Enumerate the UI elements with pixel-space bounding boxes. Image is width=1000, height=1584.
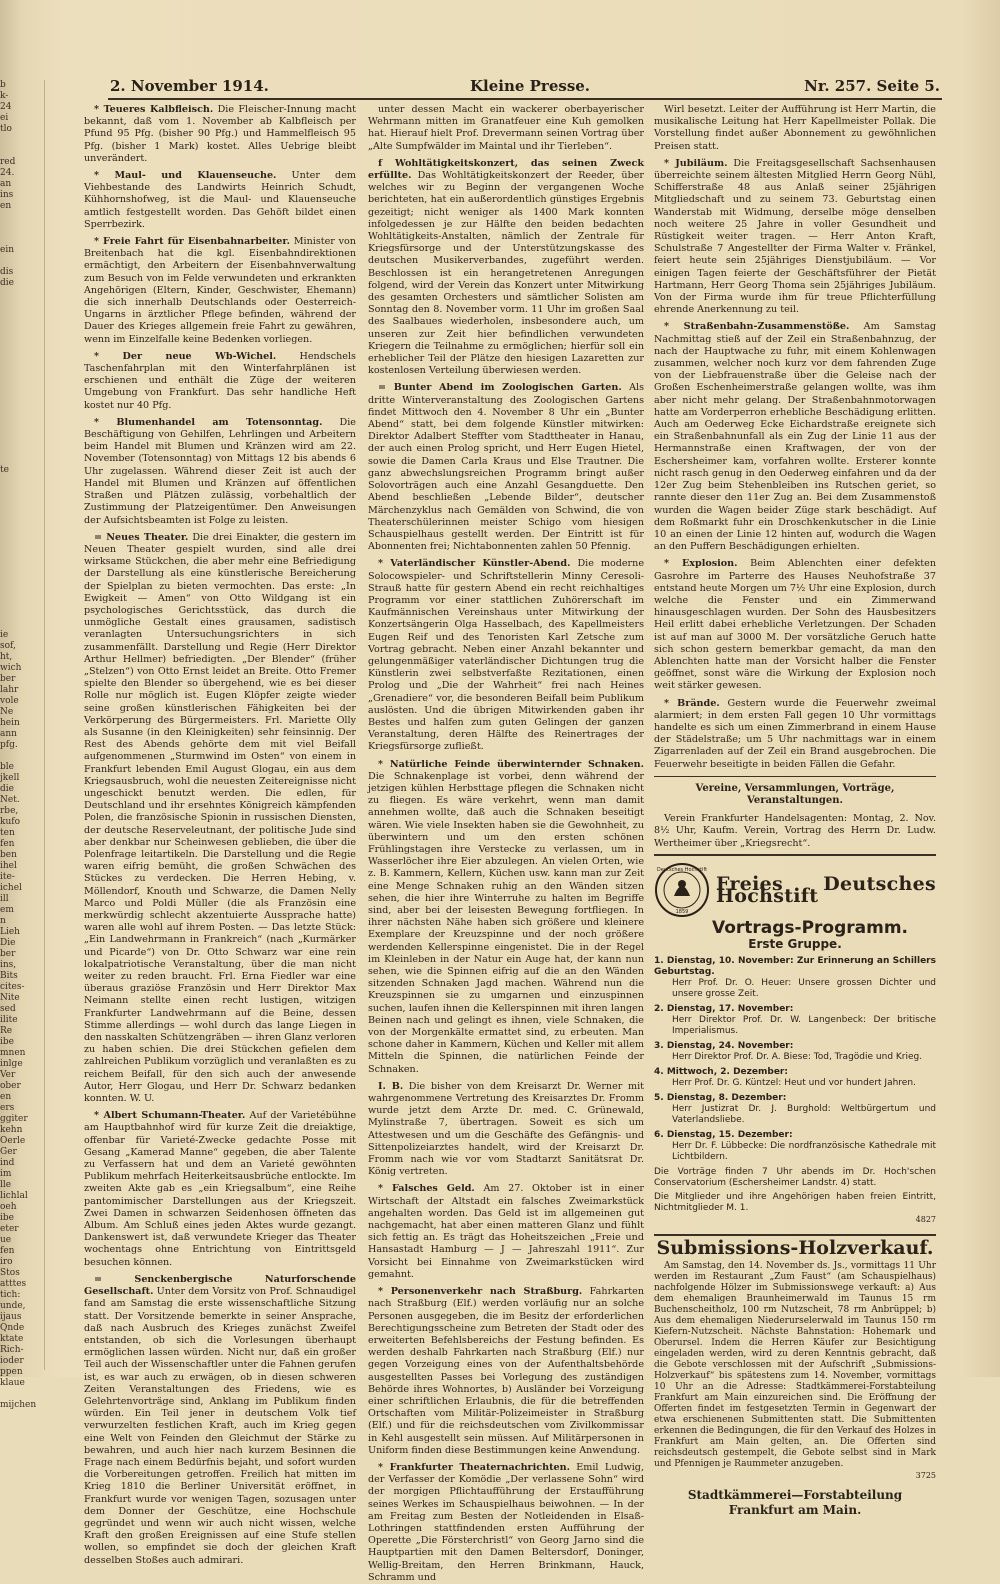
gutter-fragment bbox=[0, 333, 44, 344]
program-item-date-line bbox=[654, 1004, 936, 1015]
article-heading: * Personenverkehr nach Straßburg. bbox=[378, 1286, 583, 1298]
gutter-fragment bbox=[0, 509, 44, 520]
gutter-fragment: ioder bbox=[0, 1356, 24, 1366]
gutter-fragment bbox=[0, 135, 44, 146]
program-item-number: 4. bbox=[654, 1067, 664, 1078]
article-heading: = Bunter Abend im Zoologischen Garten. bbox=[378, 382, 622, 394]
article-heading: * Blumenhandel am Totensonntag. bbox=[94, 416, 323, 428]
program-footer-admission: Die Mitglieder und ihre Angehörigen haben freien Eintritt, Nichtmitglieder M. 1. bbox=[654, 1192, 936, 1214]
gutter-fragment bbox=[0, 355, 44, 366]
article-heading: I. B. bbox=[378, 1080, 404, 1092]
article-heading: * Jubiläum. bbox=[664, 157, 728, 169]
article-body: Die bisher von dem Kreisarzt Dr. Werner mit wahrgenommene Vertretung des Kreisarztes Dr. Fromm wurde jetzt dem Arzte Dr. med. C. Grünewald, Mylinstraße 7, übertragen. Soweit es sich um Attestwesen und um die Geschäfte des Gefängnis- und Sittenpolizeiarztes handelt, wird der Kreisarzt Dr. Fromm nach wie vor vom Stadtarzt Sanitätsrat Dr. König vertreten. bbox=[368, 1080, 644, 1178]
article-body: Am 27. Oktober ist in einer Wirtschaft der Altstadt ein falsches Zweimarkstück angehalten worden. Das Geld ist im allgemeinen gut nachgemacht, hat aber einen matteren Glanz und fühlt sich fettig an. Es trägt das Hoheitszeichen „Freie und Hansastadt Hamburg — J — Jahreszahl 1911“. Zur Vorsicht bei Einnahme von Zweimarkstücken wird gemahnt. bbox=[368, 1183, 644, 1280]
gutter-fragment: Lieh bbox=[0, 927, 20, 937]
section-notice: Verein Frankfurter Handelsagenten: Montag, 2. Nov. 8½ Uhr, Kaufm. Verein, Vortrag des Herrn Dr. Ludw. Wertheimer über „Kriegsrecht“. bbox=[654, 813, 936, 849]
header-page-number: Nr. 257. Seite 5. bbox=[804, 77, 940, 95]
gutter-fragment: b bbox=[0, 80, 6, 90]
gutter-fragment bbox=[0, 212, 44, 223]
program-item-date-line bbox=[654, 1041, 936, 1052]
gutter-fragment bbox=[0, 410, 44, 421]
gutter-fragment: die bbox=[0, 278, 14, 288]
holzverkauf-code: 3725 bbox=[915, 1470, 936, 1480]
signature-line-1: Stadtkämmerei—Forstabteilung bbox=[687, 1487, 903, 1502]
article bbox=[368, 382, 644, 553]
gutter-fragment bbox=[0, 454, 44, 465]
gutter-fragment: die bbox=[0, 784, 14, 794]
article bbox=[368, 1183, 644, 1281]
gutter-fragment: ble bbox=[0, 762, 14, 772]
gutter-fragment bbox=[0, 531, 44, 542]
gutter-fragment: Net. bbox=[0, 795, 20, 805]
program-footer-venue: Die Vorträge finden 7 Uhr abends im Dr. Hoch'schen Conservatorium (Eschersheimer Landstr. 4) statt. bbox=[654, 1167, 936, 1189]
program-item bbox=[654, 1130, 936, 1163]
program-item-date: Dienstag, 17. November: bbox=[666, 1004, 794, 1015]
program-item-date: Dienstag, 15. Dezember: bbox=[666, 1130, 793, 1141]
program-item-date: Mittwoch, 2. Dezember: bbox=[666, 1067, 788, 1078]
gutter-fragment: Ver bbox=[0, 1070, 16, 1080]
left-page-gutter bbox=[0, 80, 45, 1410]
article-heading: = Neues Theater. bbox=[94, 531, 189, 543]
gutter-fragment: Rich- bbox=[0, 1345, 24, 1355]
article bbox=[368, 1081, 644, 1179]
article bbox=[654, 104, 936, 153]
gutter-fragment bbox=[0, 377, 44, 388]
gutter-fragment bbox=[0, 619, 44, 630]
gutter-fragment: Re bbox=[0, 1026, 13, 1036]
article bbox=[368, 1462, 644, 1584]
article-heading: * Der neue Wb-Wichel. bbox=[94, 350, 277, 362]
hochstift-banner bbox=[654, 862, 936, 918]
program-item-date: Dienstag, 10. November: bbox=[666, 956, 794, 967]
gutter-fragment: ie bbox=[0, 630, 9, 640]
gutter-fragment bbox=[0, 399, 44, 410]
gutter-fragment: oeh bbox=[0, 1202, 17, 1212]
article-heading: * Maul- und Klauenseuche. bbox=[94, 170, 277, 182]
page-header bbox=[110, 77, 940, 99]
gutter-fragment bbox=[0, 1389, 44, 1400]
gutter-fragment bbox=[0, 520, 44, 531]
gutter-fragment bbox=[0, 234, 44, 245]
article bbox=[84, 170, 356, 231]
section-heading: Vereine, Versammlungen, Vorträge, Veranstaltungen. bbox=[695, 782, 895, 806]
article bbox=[654, 698, 936, 771]
article-body: Die Fleischer-Innung macht bekannt, daß vom 1. November ab Kalbfleisch per Pfund 95 Pfg. (bisher 90 Pfg.) und Hammelfleisch 95 Pfg. (bisher 1 Mark) kostet. Alles Uebrige bleibt unverändert. bbox=[84, 104, 356, 164]
gutter-fragment: atttes bbox=[0, 1279, 27, 1289]
gutter-fragment: ill bbox=[0, 894, 9, 904]
gutter-fragment bbox=[0, 575, 44, 586]
program-item-speaker: Herr Dr. F. Lübbecke: Die nordfranzösische Kathedrale mit Lichtbildern. bbox=[672, 1141, 936, 1163]
article-body: Die Beschäftigung von Gehilfen, Lehrlingen und Arbeitern beim Handel mit Blumen und Kränzen wird am 22. November (Totensonntag) von Mittags 12 bis abends 6 Uhr zugelassen. Während dieser Zeit ist auch der Handel mit Blumen und Kränzen auf öffentlichen Straßen und Plätzen zulässig, vorbehaltlich der Zustimmung der Platzeigentümer. Den Anweisungen der Aufsichtsbeamten ist Folge zu leisten. bbox=[84, 416, 356, 526]
gutter-fragment: ers bbox=[0, 1103, 15, 1113]
program-item-speaker: Herr Direktor Prof. Dr. A. Biese: Tod, Tragödie und Krieg. bbox=[672, 1052, 923, 1063]
header-rule bbox=[108, 98, 942, 100]
gutter-fragment bbox=[0, 344, 44, 355]
gutter-fragment bbox=[0, 256, 44, 267]
gutter-fragment: Die bbox=[0, 938, 16, 948]
program-item-speaker: Herr Prof. Dr. G. Küntzel: Heut und vor hundert Jahren. bbox=[672, 1078, 916, 1089]
column-3-articles bbox=[654, 104, 936, 771]
gutter-fragment: kufo bbox=[0, 817, 20, 827]
article bbox=[368, 558, 644, 753]
gutter-fragment: im bbox=[0, 1169, 12, 1179]
article bbox=[654, 558, 936, 692]
hochstift-seal-icon bbox=[654, 862, 710, 918]
gutter-fragment: en bbox=[0, 201, 12, 211]
gutter-fragment: red bbox=[0, 157, 16, 167]
article-body: Als dritte Winterveranstaltung des Zoologischen Gartens findet Mittwoch den 4. November 8 Uhr ein „Bunter Abend“ statt, bei dem folgende Künstler mitwirken: Direktor Adalbert Steffter vom Stadttheater in Hanau, der auch einen Prolog spricht, und Herr Eugen Hietel, sowie die Damen Carla Kraus und Else Trautner. Die ganz abwechslungsreichen Programm bringt außer Solovorträgen auch eine Anzahl Gesangduette. Den Abend beschließen „Lebende Bilder“, deutscher Märchenzyklus nach Gemälden von Schwind, die von Theaterschülerinnen meister Schigo vom hiesigen Schauspielhaus gestellt werden. Der Eintritt ist für Abonnenten frei; Nichtabonnenten zahlen 50 Pfennig. bbox=[368, 382, 644, 553]
gutter-fragment: ber bbox=[0, 674, 16, 684]
header-paper-title: Kleine Presse. bbox=[470, 77, 591, 95]
gutter-fragment: dis bbox=[0, 267, 14, 277]
gutter-fragment: te bbox=[0, 465, 9, 475]
gutter-fragment: klaue bbox=[0, 1378, 25, 1388]
gutter-fragment: ggiter bbox=[0, 1114, 28, 1124]
gutter-fragment: Nite bbox=[0, 993, 20, 1003]
article-body: Auf der Varietébühne am Hauptbahnhof wird für kurze Zeit die dreiaktige, offenbar für Varieté-Zwecke gedachte Posse mit Gesang „Kamerad Manne“ gegeben, die aber Talente zu Verfassern hat und dem an Varieté gewöhnten Publikum mehrfach Heiterkeitsausbrüche entlockte. Im zweiten Akte gab es „ein Kriegsalbum“, eine Reihe pantomimischer Darstellungen aus der Kriegszeit. Zwei Damen in schwarzen Seidenhosen öffneten das Album. Am Schluß eines jeden Aktes wurde gezangt. Dankenswert ist, daß verwundete Krieger das Theater wochentags ohne Entrichtung von Eintrittsgeld besuchen können. bbox=[84, 1110, 356, 1268]
gutter-fragment: tich: bbox=[0, 1290, 21, 1300]
program-item-date-line bbox=[654, 956, 936, 978]
gutter-fragment: inlge bbox=[0, 1059, 23, 1069]
program-item bbox=[654, 956, 936, 1000]
gutter-fragment: ibe bbox=[0, 1213, 14, 1223]
gutter-fragment bbox=[0, 322, 44, 333]
gutter-fragment bbox=[0, 289, 44, 300]
gutter-fragment bbox=[0, 223, 44, 234]
gutter-fragment: fen bbox=[0, 839, 15, 849]
hochstift-advertisement bbox=[654, 854, 936, 1227]
gutter-fragment: ihel bbox=[0, 861, 17, 871]
column-1 bbox=[84, 104, 356, 1566]
gutter-fragment bbox=[0, 586, 44, 597]
article-heading: = Senckenbergische Naturforschende Gesellschaft. bbox=[84, 1273, 356, 1298]
gutter-fragment: Stos bbox=[0, 1268, 20, 1278]
article-body: Die Freitagsgesellschaft Sachsenhausen überreichte seinem ältesten Mitglied Herrn Georg Nühl, Schifferstraße 48 aus Anlaß seiner 25jährigen Mitgliedschaft und zu seinem 73. Geburtstag einen Wanderstab mit Widmung, derselbe möge denselben noch weitere 25 Jahre in voller Gesundheit und Rüstigkeit weiter tragen. — Herr Anton Kraft, Schulstraße 7 Angestellter der Firma Walter v. Fränkel, feiert heute sein 25jähriges Dienstjubiläum. — Vor einigen Tagen feierte der Geschäftsführer der Pietät Hartmann, Herr Georg Thoma sein 25jähriges Jubiläum. Von der Firma wurde ihm für treue Pflichterfüllung ehrende Anerkennung zu teil. bbox=[654, 157, 936, 316]
article-body: Wirl besetzt. Leiter der Aufführung ist Herr Martin, die musikalische Leitung hat Herr Kapellmeister Pollak. Die Vorstellung findet außer Abonnement zu gewöhnlichen Preisen statt. bbox=[654, 104, 936, 152]
gutter-fragment: hein bbox=[0, 718, 20, 728]
article-heading: * Falsches Geld. bbox=[378, 1183, 475, 1195]
program-item-number: 1. bbox=[654, 956, 664, 967]
gutter-fragment: lichlal bbox=[0, 1191, 28, 1201]
gutter-fragment bbox=[0, 608, 44, 619]
program-subtitle: Vortrags-Programm. bbox=[711, 917, 909, 938]
holzverkauf-title: Submissions-Holzverkauf. bbox=[654, 1234, 936, 1254]
gutter-fragment: ue bbox=[0, 1235, 12, 1245]
ad-code: 4827 bbox=[915, 1215, 936, 1225]
article-heading: * Straßenbahn-Zusammenstöße. bbox=[664, 321, 850, 333]
seal-text: Deutsches Hochstift bbox=[656, 866, 708, 873]
gutter-fragment: ins bbox=[0, 190, 14, 200]
gutter-fragment: k- bbox=[0, 91, 9, 101]
gutter-fragment: ind bbox=[0, 1158, 15, 1168]
article-body: Das Wohltätigkeitskonzert der Reeder, über welches wir zu Beginn der vergangenen Woche berichteten, hat ein außerordentlich günstiges Ergebnis gezeitigt; nicht weniger als 1400 Mark konnten infolgedessen je zur Hälfte den beiden bedachten Wohltätigkeits-Anstalten, nämlich der Zentrale für Kriegsfürsorge und der Unterstützungskasse des deutschen Musikerverbandes, zugeführt werden. Beschlossen ist ein herangetretenen Anregungen folgend, wird der Verein das Konzert unter Mitwirkung des gesamten Orchesters und sämtlicher Solisten am Sonntag den 8. November vorm. 11 Uhr im großen Saal des Saalbaues wiederholen, insbesondere auch, um unseren zur Zeit hier befindlichen verwundeten Kriegern die Teilnahme zu ermöglichen; hierfür soll ein erheblicher Teil der Plätze den hiesigen Lazaretten zur kostenlosen Verteilung überwiesen werden. bbox=[368, 170, 644, 377]
article-heading: * Albert Schumann-Theater. bbox=[94, 1110, 246, 1122]
gutter-fragment: Oerle bbox=[0, 1136, 26, 1146]
program-item-date-line bbox=[654, 1130, 936, 1141]
gutter-fragment bbox=[0, 498, 44, 509]
gutter-fragment bbox=[0, 146, 44, 157]
article-body: Beim Ablenchten einer defekten Gasrohre im Parterre des Hauses Neuhofstraße 37 entstand heute Morgen um 7½ Uhr eine Explosion, durch welche die Fenster und ein Zimmerwand hinausgeschlagen wurden. Der Sohn des Hausbesitzers Heil erlitt dabei erhebliche Verletzungen. Der Schaden ist auf man auf 3000 M. Der vorsätzliche Geruch hatte sich schon gestern bemerkbar gemacht, da man den Ablenchten hatte man der Vorsicht halber die Fenster geöffnet, sonst wäre die Wirkung der Explosion noch weit stärker gewesen. bbox=[654, 558, 936, 692]
article bbox=[654, 321, 936, 553]
article-body: Emil Ludwig, der Verfasser der Komödie „Der verlassene Sohn“ wird der morgigen Pflichtaufführung der Erstaufführung seines Werkes im Schauspielhaus beiwohnen. — In der am Freitag zum Besten der Notleidenden in Elsaß-Lothringen stattfindenden ersten Aufführung der Operette „Die Försterchristl“ von Georg Jarno sind die Hauptpartien mit den Damen Beltersdorf, Doninger, Wellig-Breitam, den Herren Brinkmann, Hauck, Schramm und bbox=[368, 1461, 644, 1583]
gutter-fragment bbox=[0, 311, 44, 322]
section-divider bbox=[654, 776, 936, 777]
article bbox=[84, 351, 356, 412]
article-heading: * Vaterländischer Künstler-Abend. bbox=[378, 558, 571, 570]
gutter-fragment bbox=[0, 487, 44, 498]
article bbox=[368, 104, 644, 153]
article bbox=[654, 158, 936, 317]
article bbox=[84, 532, 356, 1106]
article-heading: * Teueres Kalbfleisch. bbox=[94, 104, 214, 115]
article bbox=[368, 1286, 644, 1457]
holzverkauf-text: Am Samstag, den 14. November ds. Js., vormittags 11 Uhr werden im Restaurant „Zum Faust“ (am Schauspielhaus) nachfolgende Hölzer im Submissionswege verkauft: a) Aus dem ehemaligen Braunheimerwald im Taunus 15 rm Buchenscheitholz, 100 rm Nutzscheit, 78 rm Anbrüppel; b) Aus dem ehemaligen Niederurselerwald im Taunus 150 rm Kiefern-Nutzscheit. Nächste Bahnstation: Hohemark und Oberursel. Indem die Herren Käufer zur Besichtigung eingeladen werden, wird zu deren Kenntnis gebracht, daß die Gebote verschlossen mit der Aufschrift „Submissions-Holzverkauf“ bis spätestens zum 14. November, vormittags 10 Uhr an die Adresse: Stadtkämmerei-Forstabteilung Frankfurt am Main einzureichen sind. Die Eröffnung der Offerten findet im festgesetzten Termin in Gegenwart der etwa erschienenen Submittenten statt. Die Submittenten erkennen die Bedingungen, die für den Verkauf des Holzes in Frankfurt am Main gelten, an. Die Offerten sind reichsdeutsch gestempelt, die Gebote selbst sind in Mark und Pfennigen je Raummeter anzugeben. bbox=[654, 1260, 936, 1469]
program-item-number: 5. bbox=[654, 1093, 664, 1104]
article bbox=[368, 158, 644, 378]
gutter-fragment bbox=[0, 366, 44, 377]
gutter-fragment bbox=[0, 421, 44, 432]
gutter-fragment: Qnde bbox=[0, 1323, 25, 1333]
gutter-fragment bbox=[0, 476, 44, 487]
program-item-date-line bbox=[654, 1093, 936, 1104]
article-heading: * Frankfurter Theaternachrichten. bbox=[378, 1461, 570, 1473]
program-item-speaker: Herr Justizrat Dr. J. Burghold: Weltbürgertum und Vaterlandsliebe. bbox=[672, 1104, 936, 1126]
article-body: Am Samstag Nachmittag stieß auf der Zeil ein Straßenbahnzug, der nach der Hauptwache zu fuhr, mit einem Kohlenwagen zusammen, welcher noch kurz vor dem fahrenden Zuge von der Liebfrauenstraße über die Geleise nach der Großen Eschenheimerstraße gelangen wollte, was ihm aber nicht mehr gelang. Der Straßenbahnmotorwagen hatte am Vorderperron erhebliche Beschädigung erlitten. Auch am Oederweg Ecke Eichardstraße ereignete sich ein Straßenbahnunfall als ein Zug der Linie 11 aus der Hermannstraße einen Kraftwagen, der von der Eschersheimer kam, vorfahren wollte. Ersterer konnte nicht rasch genug in den Oederweg einfahren und da der 12er Zug beim Stehenbleiben ins Rutschen geriet, so rannte dieser den 11er Zug an. Bei dem Zusammenstoß wurden die Wagen beider Züge stark beschädigt. Auf dem Roßmarkt fuhr ein Droschkenkutscher in die Linie 10 an einen der Linie 12 hinten auf, wodurch die Wagen an den Puffern Beschädigungen erhielten. bbox=[654, 321, 936, 553]
article-body: Die moderne Solocowspieler- und Schriftstellerin Minny Ceresoli-Strauß hatte für gestern Abend ein recht reichhaltiges Programm vor einer stattlichen Zuhörerschaft im Kaufmännischen Vereinshaus unter Mitwirkung der Konzertsängerin Olga Hasselbach, des Kapellmeisters Eugen Reif und des Tenoristen Karl Zetsche zum Vortrag gebracht. Neben einer Anzahl bekannter und gelungenmäßiger vaterländischer Dichtungen trug die Künstlerin zwei selbstverfaßte Rezitationen, einen Prolog und „Die der Wahrheit“ frei nach Heines „Grenadiere“ vor, die besonderen Beifall beim Publikum auslösten. Und die übrigen Mitwirkenden gaben ihr Bestes und halfen zum guten Gelingen der ganzen Veranstaltung, deren Hälfte des Reinertrages der Kriegsfürsorge zufließt. bbox=[368, 558, 645, 753]
program-item-speaker: Herr Direktor Prof. Dr. W. Langenbeck: Der britische Imperialismus. bbox=[672, 1015, 936, 1037]
program-item-number: 3. bbox=[654, 1041, 664, 1052]
gutter-fragment bbox=[0, 597, 44, 608]
article-heading: * Brände. bbox=[664, 697, 720, 709]
gutter-fragment: an bbox=[0, 179, 12, 189]
gutter-fragment: mijchen bbox=[0, 1400, 37, 1410]
gutter-fragment: 24 bbox=[0, 102, 12, 112]
gutter-fragment: wich bbox=[0, 663, 22, 673]
gutter-fragment: ht, bbox=[0, 652, 13, 662]
article-heading: * Explosion. bbox=[664, 558, 738, 570]
gutter-fragment: fen bbox=[0, 1246, 15, 1256]
gutter-fragment: ins, bbox=[0, 960, 17, 970]
gutter-fragment: sof, bbox=[0, 641, 16, 651]
gutter-fragment: ilite bbox=[0, 1015, 18, 1025]
gutter-fragment bbox=[0, 564, 44, 575]
program-item-speaker: Herr Prof. Dr. O. Heuer: Unsere grossen Dichter und unsere grosse Zeit. bbox=[672, 978, 936, 1000]
program-item-topic: Zur Erinnerung an Schillers Geburtstag. bbox=[654, 956, 936, 978]
gutter-fragment: ben bbox=[0, 850, 17, 860]
program-item bbox=[654, 1067, 936, 1089]
gutter-fragment: ktate bbox=[0, 1334, 24, 1344]
article bbox=[84, 236, 356, 346]
gutter-fragment: ein bbox=[0, 245, 15, 255]
gutter-fragment: vole bbox=[0, 696, 19, 706]
gutter-fragment: Ne bbox=[0, 707, 14, 717]
holzverkauf-signature bbox=[654, 1488, 936, 1518]
article-heading: f Wohltätigkeitskonzert, das seinen Zweck erfüllte. bbox=[368, 157, 644, 182]
gutter-fragment: lahr bbox=[0, 685, 19, 695]
gutter-fragment: ppen bbox=[0, 1367, 23, 1377]
article bbox=[84, 104, 356, 165]
gutter-fragment: unde, bbox=[0, 1301, 26, 1311]
gutter-fragment: ober bbox=[0, 1081, 21, 1091]
gutter-fragment bbox=[0, 432, 44, 443]
gutter-fragment: eter bbox=[0, 1224, 19, 1234]
gutter-fragment: pfg. bbox=[0, 740, 18, 750]
seal-year: 1859 bbox=[675, 908, 689, 915]
gutter-fragment: tlo bbox=[0, 124, 12, 134]
column-3 bbox=[654, 104, 936, 1517]
article-heading: * Freie Fahrt für Eisenbahnarbeiter. bbox=[94, 236, 290, 248]
gutter-fragment: ann bbox=[0, 729, 17, 739]
gutter-fragment bbox=[0, 443, 44, 454]
hochstift-title: Freies Deutsches Hochstift bbox=[716, 872, 936, 907]
article-body: Gestern wurde die Feuerwehr zweimal alarmiert; in dem ersten Fall gegen 10 Uhr vormittags handelte es sich um einen Zimmerbrand in einem Hause der Städelstraße; um 5 Uhr nachmittags war in einem Zigarrenladen auf der Zeil ein Brand ausgebrochen. Die Feuerwehr beseitigte in beiden Fällen die Gefahr. bbox=[654, 697, 936, 770]
gutter-fragment: ei bbox=[0, 113, 9, 123]
gutter-fragment: rbe, bbox=[0, 806, 19, 816]
article bbox=[84, 1274, 356, 1567]
program-list bbox=[654, 956, 936, 1163]
gutter-fragment: n bbox=[0, 916, 6, 926]
gutter-fragment bbox=[0, 542, 44, 553]
gutter-fragment: em bbox=[0, 905, 14, 915]
program-item bbox=[654, 1041, 936, 1063]
article-body: Minister von Breitenbach hat die kgl. Eisenbahndirektionen ermächtigt, den Arbeitern der Eisenbahnverwaltung zum Besuch von im Felde verwundeten und erkrankten Angehörigen (Eltern, Kinder, Geschwister, Ehemann) die sich innerhalb Deutschlands oder Oesterreich-Ungarns in ärztlicher Pflege befinden, während der Dauer des Krieges allgemein freie Fahrt zu gewähren, wenn im Einzelfalle keine Bedenken vorliegen. bbox=[84, 236, 356, 345]
article-body: Die Schnakenplage ist vorbei, denn während der jetzigen kühlen Herbsttage pflegen die Schnaken nicht zu fliegen. Es wäre verkehrt, wenn man damit annehmen wollte, daß auch die Schnaken beseitigt wären. Wie viele Insekten haben sie die Gewohnheit, zu überwintern und um den ersten schönen Frühlingstagen ihre Verstecke zu verlassen, um in Wasserlöcher ihre Eier abzulegen. An vielen Orten, wie z. B. Kammern, Kellern, Küchen usw. kann man zur Zeit eine Menge Schnaken ruhig an den Wänden sitzen sehen, die hier ihre Winterruhe zu halten im Begriffe sind, aber bei der leisesten Bewegung fortfliegen. In ihrer nächsten Nähe haben sich größere und kleinere Exemplare der Kreuzspinne und der noch größere werdenden Kellerspinne eingenistet. Die in der Regel im Kleinleben in der Natur ein Auge hat, der kann nun sehen, wie die Spinnen eifrig auf die an den Wänden sitzenden Schnaken Jagd machen. Während nun die Kreuzspinnen sie zu umgarnen und einzuspinnen suchen, laufen ihnen die Kellerspinnen mit ihren langen Beinen nach und gelingt es ihnen, viele Schnaken, die von der Morgenkälte ermattet sind, zu erbeuten. Man schone daher in Kammern, Küchen und Keller mit allem Mitteln die Spinnen, die natürlichen Feinde der Schnaken. bbox=[368, 770, 644, 1075]
gutter-fragment: jkell bbox=[0, 773, 20, 783]
gutter-fragment: ten bbox=[0, 828, 15, 838]
gutter-fragment bbox=[0, 553, 44, 564]
program-item-number: 2. bbox=[654, 1004, 664, 1015]
gutter-fragment: ber bbox=[0, 949, 16, 959]
article-body: Hendschels Taschenfahrplan mit den Winterfahrplänen ist erschienen und enthält die Züge der weiteren Umgebung von Frankfurt. Das sehr handliche Heft kostet nur 40 Pfg. bbox=[84, 350, 356, 411]
program-item-date-line bbox=[654, 1067, 936, 1078]
gutter-fragment: ichel bbox=[0, 883, 22, 893]
gutter-fragment: iro bbox=[0, 1257, 13, 1267]
article-body: Die drei Einakter, die gestern im Neuen Theater gespielt wurden, sind alle drei wirksame Stückchen, die aber mehr eine Befriedigung der Darstellung als eine künstlerische Bereicherung der Spielplan zu bieten vermochten. Das erste: „In Ewigkeit — Amen“ von Otto Wildgang ist ein psychologisches Gerichtsstück, das durch die unmögliche Gestalt eines grausamen, sadistisch veranlagten Untersuchungsrichters in sich zusammenfällt. Darstellung und Regie (Herr Direktor Arthur Hellmer) befriedigten. „Der Blender“ (früher „Stelzen“) von Otto Ernst leidet an Breite. Otto Fremer spielte den Blender so übergehend, wie es bei dieser Rolle nur möglich ist. Eugen Klöpfer zeigte wieder seine großen künstlerischen Fähigkeiten bei der Verkörperung des Bürgermeisters. Frl. Mariette Olly als Susanne (in den Kleinigkeiten) sehr feinsinnig. Der Rest des Abends gehörte dem mit viel Beifall aufgenommenen „Sturmwind im Osten“ von einem in Frankfurt lebenden Emil August Glogau, ein aus dem Kriegsausbruch, wohl die neuesten Zeitereignisse nicht ungeschickt benutzt werden. Die edlen, für Deutschland und ihr ersehntes Königreich kämpfenden Polen, die französische Spionin in russischen Diensten, der deutsche Reserveleutnant, der politische Jude sind aber denkbar nur Scheinwesen geblieben, die über die Polenfrage leitartikeln. Die Darstellung und die Regie waren eifrig bemüht, die großen Schwächen des Stückes zu verdecken. Die Herren Hebing, v. Möllendorf, Knouth und Schwarze, die Damen Nelly Marco und Poldi Müller (die als Französin eine merkwürdig schlecht akzentuierte Aussprache hatte) waren alle wohl auf ihrem Posten. — Das letzte Stück: „Ein Landwehrmann in Frankreich“ (nach „Kurmärker und Picarde“) von Dr. Otto Schwarz war eine rein lokalpatriotische Veranstaltung, über die man nicht weiter zu reden braucht. Frl. Erna Fiedler war eine überaus graziöse Französin und Herr Direktor Max Neimann stellte einen recht lustigen, witzigen Frankfurter Landwehrmann auf die Beine, dessen Stimme allerdings — wohl durch das lange Liegen in den nasskalten Schützengräben — ihren Glanz verloren zu haben schien. Die drei Stückchen gefielen dem zahlreichen Publikum vorzüglich und veranlaßten es zu reichem Beifall, für den sich auch der anwesende Autor, Herr Glogau, und Herr Dr. Schwarz bedanken konnten. W. U. bbox=[84, 531, 356, 1105]
program-item-date: Dienstag, 24. November: bbox=[666, 1041, 794, 1052]
program-item-number: 6. bbox=[654, 1130, 664, 1141]
gutter-fragment bbox=[0, 300, 44, 311]
program-item bbox=[654, 1004, 936, 1037]
article bbox=[368, 759, 644, 1076]
article bbox=[84, 1110, 356, 1269]
program-group: Erste Gruppe. bbox=[748, 936, 842, 951]
program-item-date: Dienstag, 8. Dezember: bbox=[666, 1093, 787, 1104]
gutter-fragment: cites- bbox=[0, 982, 25, 992]
signature-line-2: Frankfurt am Main. bbox=[728, 1502, 862, 1517]
article-body: unter dessen Macht ein wackerer oberbayerischer Wehrmann mitten im Granatfeuer eine Kuh gemolken hat. Hierauf hielt Prof. Drevermann seinen Vortrag über „Alte Sumpfwälder im Maintal und ihr Tierleben“. bbox=[368, 104, 644, 152]
gutter-fragment: ijaus bbox=[0, 1312, 22, 1322]
gutter-fragment: sed bbox=[0, 1004, 16, 1014]
gutter-fragment bbox=[0, 751, 44, 762]
gutter-fragment: lle bbox=[0, 1180, 12, 1190]
article-heading: * Natürliche Feinde überwinternder Schnaken. bbox=[378, 758, 644, 770]
gutter-fragment: kehn bbox=[0, 1125, 23, 1135]
gutter-fragment: Bits bbox=[0, 971, 18, 981]
gutter-fragment: Ger bbox=[0, 1147, 17, 1157]
gutter-fragment: ibe bbox=[0, 1037, 14, 1047]
gutter-fragment bbox=[0, 388, 44, 399]
header-date: 2. November 1914. bbox=[110, 77, 269, 95]
article bbox=[84, 417, 356, 527]
gutter-fragment: 24. bbox=[0, 168, 15, 178]
article-body: Unter dem Vorsitz von Prof. Schnaudigel fand am Samstag die erste wissenschaftliche Sitzung statt. Der Vorsitzende bemerkte in seiner Ansprache, daß nach Ausbruch des Krieges zunächst Zweifel entstanden, ob sich die Vorlesungen überhaupt ermöglichen lassen würden. Nicht nur, daß ein großer Teil auch der Wissenschaftler unter die Fahnen gerufen ist, es war auch zu erwägen, ob in diesen schweren Zeiten Veranstaltungen des Friedens, wie es Gelehrtenvorträge sind, Anklang im Publikum finden würden. Ein Teil jener in deutschem Volk tief verwurzelten festlichen Kraft, auch im Krieg gegen eine Welt von Feinden den Gleichmut der Stärke zu bewahren, und auch hier nach kurzem Besinnen die Frage nach einem Bedürfnis bejaht, und sofort wurden die Vorbereitungen getroffen. Freilich hat mitten im Krieg 1810 die Berliner Universität eröffnet, in Frankfurt wurde vor wenigen Tagen, sozusagen unter dem Donner der Geschütze, eine Hochschule gegründet und wenn wir auch nicht wissen, welche Kraft den großen Ereignissen auf eine Stufe stellen wollen, so empfindet sie doch der gleichen Kraft desselben Stoßes auch admirari. bbox=[84, 1286, 356, 1566]
program-item bbox=[654, 1093, 936, 1126]
gutter-fragment: mnen bbox=[0, 1048, 26, 1058]
gutter-fragment: en bbox=[0, 1092, 12, 1102]
article-body: Fahrkarten nach Straßburg (Elf.) werden vorläufig nur an solche Personen ausgegeben, die im Besitz der erforderlichen Berechtigungsscheine zum Betreten der Stadt oder des erweiterten Befehlsbereichs der Festung befinden. Es werden deshalb Fahrkarten nach Straßburg (Elf.) nur gegen Vorzeigung eines von der Aufenthaltsbehörde ausgestellten Passes bei Vorlegung des zuständigen Behörde ihres Wohnortes, b) Ausländer bei Vorzeigung einer schriftlichen Erlaubnis, die für die betreffenden Ortschaften vom Militär-Polizeimeister in Straßburg (Elf.) und für die reichsdeutschen vom Zivilkommissar in Kehl ausgestellt sein müssen. Auf Militärpersonen in Uniform finden diese Bestimmungen keine Anwendung. bbox=[368, 1286, 644, 1456]
article-body: Unter dem Viehbestande des Landwirts Heinrich Schudt, Kühhornshofweg, ist die Maul- und Klauenseuche amtlich festgestellt worden. Das Gehöft bildet einen Sperrbezirk. bbox=[84, 170, 356, 230]
column-2 bbox=[368, 104, 645, 1583]
gutter-fragment: ite- bbox=[0, 872, 15, 882]
